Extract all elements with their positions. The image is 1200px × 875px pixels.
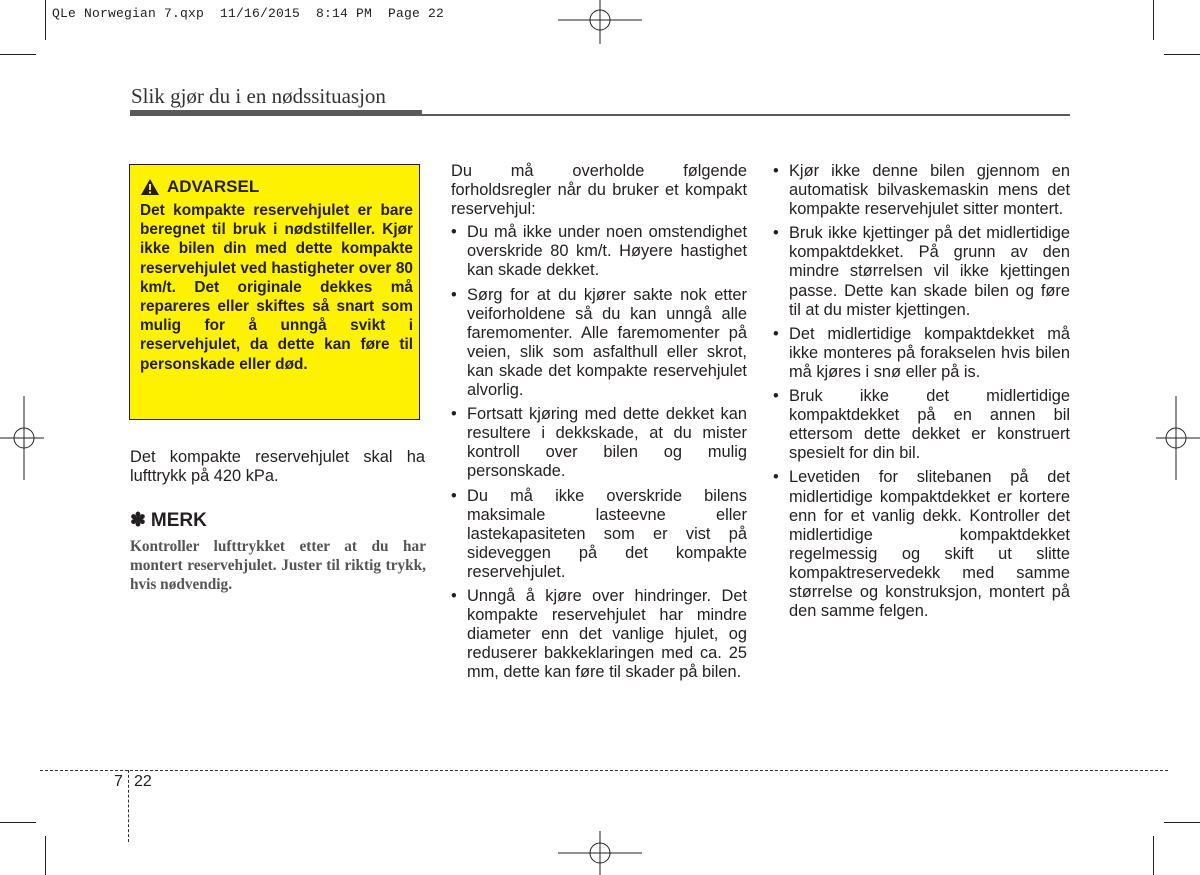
bullet-icon: • xyxy=(451,285,457,304)
note-heading-row xyxy=(130,509,207,532)
middle-column xyxy=(451,162,747,687)
footer-divider xyxy=(128,770,129,842)
header-rule xyxy=(422,114,1070,116)
printer-slug: QLe Norwegian 7.qxp 11/16/2015 8:14 PM Page 22 xyxy=(52,6,445,21)
list-item xyxy=(451,587,747,682)
page-number: 22 xyxy=(134,773,152,790)
registration-mark-icon xyxy=(0,396,44,480)
list-item-text: Fortsatt kjøring med dette dekket kan resultere i dekkskade, at du mister kontroll over bilen og mulig personskade. xyxy=(467,405,747,481)
warning-heading: ADVARSEL xyxy=(167,177,260,196)
crop-mark xyxy=(0,822,36,823)
note-text: Kontroller lufttrykket etter at du har montert reservehjulet. Juster til riktig trykk, hvis nødvendig. xyxy=(130,538,426,593)
list-item-text: Bruk ikke kjettinger på det midlertidige kompaktdekket. På grunn av den mindre størrelsen vil ikke kjettingen passe. Dette kan skade bilen og føre til at du mister kjettingen. xyxy=(789,224,1070,319)
list-item xyxy=(451,487,747,582)
bullet-icon: • xyxy=(451,405,457,424)
warning-text: Det kompakte reservehjulet er bare beregnet til bruk i nødstilfeller. Kjør ikke bilen din med dette kompakte reservehjulet ved hastigheter over 80 km/t. Det originale dekkes må repareres eller skiftes så snart som mulig for å unngå svikt i reservehjulet, da dette kan føre til personskade eller død. xyxy=(140,202,413,373)
warning-box xyxy=(129,164,420,420)
right-column xyxy=(773,162,1070,626)
list-item xyxy=(451,405,747,481)
crop-mark xyxy=(45,836,46,875)
warning-triangle-icon xyxy=(140,178,160,196)
bullet-icon: • xyxy=(773,162,779,180)
bullet-icon: • xyxy=(451,486,457,505)
list-item-text: Kjør ikke denne bilen gjennom en automatisk bilvaskemaskin mens det kompakte reservehjulet sitter montert. xyxy=(789,162,1070,219)
registration-mark-icon xyxy=(558,0,642,44)
header-rule xyxy=(130,110,422,116)
list-item-text: Unngå å kjøre over hindringer. Det kompakte reservehjulet har mindre diameter enn det vanlige hjulet, og reduserer bakkeklaringen med ca. 25 mm, dette kan føre til skader på bilen. xyxy=(467,586,747,682)
list-item-text: Du må ikke overskride bilens maksimale lasteevne eller lastekapasiteten som er vist på sideveggen på det kompakte reservehjulet. xyxy=(467,486,747,581)
list-item xyxy=(773,325,1070,382)
footer-rule xyxy=(40,770,1168,771)
precautions-intro: Du må overholde følgende forholdsregler når du bruker et kompakt reservehjul: xyxy=(451,162,747,219)
list-item-text: Du må ikke under noen omstendighet overskride 80 km/t. Høyere hastighet kan skade dekket. xyxy=(467,223,747,280)
list-item-text: Bruk ikke det midlertidige kompaktdekket på en annen bil ettersom dette dekket er konstruert spesielt for din bil. xyxy=(789,387,1070,463)
registration-mark-icon xyxy=(1156,396,1200,480)
list-item-text: Levetiden for slitebanen på det midlertidige kompaktdekket er kortere enn for et vanlig dekk. Kontroller det midlertidige kompaktdekket regelmessig og skift ut slitte kompaktreservedekk med samme størrelse og konstruksjon, montert på den samme felgen. xyxy=(789,468,1070,621)
crop-mark xyxy=(1164,822,1200,823)
registration-mark-icon xyxy=(558,831,642,875)
page-title: Slik gjør du i en nødssituasjon xyxy=(131,84,386,108)
bullet-icon: • xyxy=(451,586,457,605)
tire-pressure-paragraph: Det kompakte reservehjulet skal ha lufttrykk på 420 kPa. xyxy=(130,448,425,486)
bullet-icon: • xyxy=(773,324,779,343)
crop-mark xyxy=(1164,54,1200,55)
warning-heading-row xyxy=(140,177,413,197)
list-item xyxy=(451,223,747,280)
list-item xyxy=(773,468,1070,621)
list-item-text: Sørg for at du kjører sakte nok etter veiforholdene så du kan unngå alle faremomenter. Alle faremomenter på veien, slik som asfalthull eller skrot, kan skade det kompakte reservehjulet alvorlig. xyxy=(467,285,747,400)
bullet-icon: • xyxy=(773,387,779,406)
bullet-icon: • xyxy=(773,468,779,487)
precautions-list xyxy=(773,162,1070,621)
crop-mark xyxy=(1153,0,1154,40)
list-item xyxy=(451,286,747,401)
list-item-text: Det midlertidige kompaktdekket må ikke monteres på forakselen hvis bilen må kjøres i snø eller på is. xyxy=(789,324,1070,381)
list-item xyxy=(773,387,1070,463)
list-item xyxy=(773,162,1070,219)
note-heading: MERK xyxy=(150,509,207,531)
chapter-number: 7 xyxy=(114,773,123,790)
bullet-icon: • xyxy=(451,223,457,242)
crop-mark xyxy=(1153,836,1154,875)
bullet-icon: • xyxy=(773,224,779,243)
crop-mark xyxy=(0,54,36,55)
asterisk-icon: ✽ xyxy=(130,510,146,531)
list-item xyxy=(773,224,1070,319)
crop-mark xyxy=(45,0,46,40)
precautions-list xyxy=(451,223,747,682)
